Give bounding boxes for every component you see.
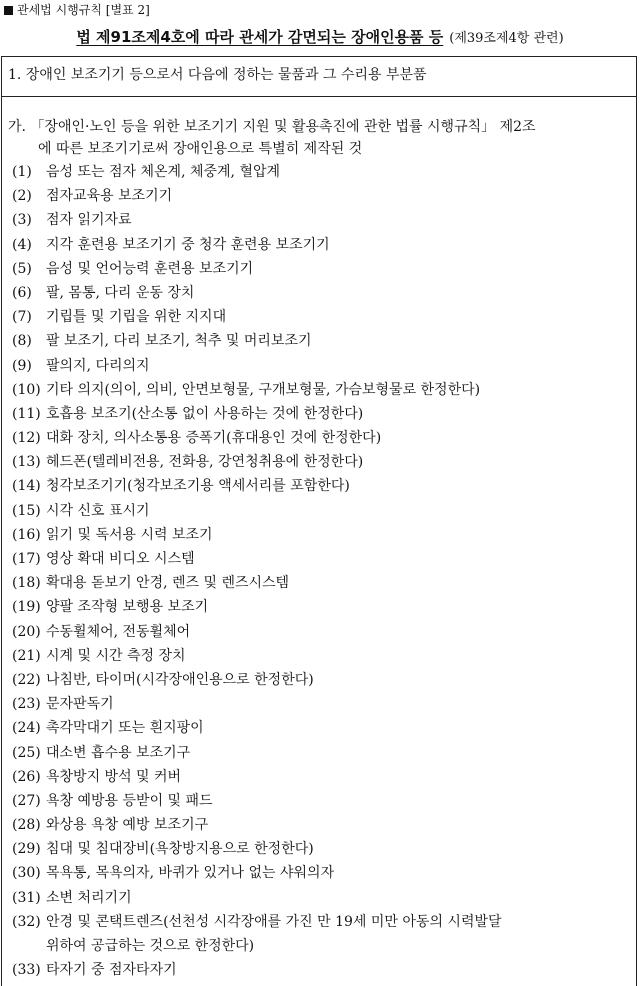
item-number: (14) <box>12 478 41 495</box>
item-text: 지각 훈련용 보조기기 중 청각 훈련용 보조기기 <box>46 236 330 253</box>
list-item <box>12 789 634 813</box>
item-number: (15) <box>12 502 41 519</box>
frame-divider <box>1 96 637 97</box>
item-text: 헤드폰(텔레비전용, 전화용, 강연청취용에 한정한다) <box>46 454 364 471</box>
item-number: (1) <box>12 164 32 180</box>
list-item <box>12 523 634 547</box>
item-number: (24) <box>12 720 41 737</box>
section-ga-line-2: 에 따른 보조기기로써 장애인용으로 특별히 제작된 것 <box>38 141 363 157</box>
item-number: (18) <box>12 575 41 592</box>
item-number: (28) <box>12 817 41 834</box>
list-item <box>12 305 634 329</box>
item-number: (29) <box>12 841 41 858</box>
item-text: 영상 확대 비디오 시스템 <box>46 551 195 567</box>
item-number: (20) <box>12 623 41 640</box>
item-number: (33) <box>12 962 41 979</box>
title-sub: (제39조제4항 관련) <box>449 31 564 46</box>
list-item <box>12 716 634 740</box>
list-item <box>12 281 634 305</box>
list-item <box>12 668 634 692</box>
list-item <box>12 595 634 619</box>
list-item <box>12 474 634 498</box>
item-text: 호흡용 보조기(산소통 없이 사용하는 것에 한정한다) <box>46 405 364 422</box>
list-item <box>12 886 634 910</box>
item-number: (2) <box>12 188 32 205</box>
item-number: (23) <box>12 696 41 713</box>
item-number: (13) <box>12 454 41 471</box>
item-number: (21) <box>12 647 41 664</box>
item-text: 욕창방지 방석 및 커버 <box>46 768 182 785</box>
document-header <box>4 2 150 18</box>
list-item <box>12 813 634 837</box>
item-text: 와상용 욕창 예방 보조기구 <box>46 817 209 834</box>
item-text: 점자 읽기자료 <box>46 212 132 229</box>
list-item <box>12 208 634 232</box>
section-ga <box>8 116 632 160</box>
item-text: 목욕통, 목욕의자, 바퀴가 있거나 없는 샤워의자 <box>46 865 335 882</box>
item-text: 팔, 몸통, 다리 운동 장치 <box>46 284 195 301</box>
item-text: 안경 및 콘택트렌즈(선천성 시각장애를 가진 만 19세 미만 아동의 시력발달 <box>46 913 502 930</box>
list-item <box>12 644 634 668</box>
list-item <box>12 160 634 184</box>
item-number: (11) <box>12 405 41 422</box>
item-text: 기립틀 및 기립을 위한 지지대 <box>46 309 227 326</box>
item-number: (6) <box>12 284 32 301</box>
section-ga-line-1: 가. 「장애인·노인 등을 위한 보조기기 지원 및 활용촉진에 관한 법률 시행규칙」 제2조 <box>8 119 536 135</box>
item-text: 팔 보조기, 다리 보조기, 척추 및 머리보조기 <box>46 333 312 350</box>
item-text: 음성 또는 점자 체온계, 체중계, 혈압계 <box>46 164 281 180</box>
item-number: (7) <box>12 309 32 326</box>
item-number: (25) <box>12 744 41 761</box>
item-text: 음성 및 언어능력 훈련용 보조기기 <box>46 260 254 277</box>
item-number: (12) <box>12 430 41 447</box>
item-text: 수동휠체어, 전동휠체어 <box>46 623 191 640</box>
list-item <box>12 329 634 353</box>
list-item <box>12 620 634 644</box>
item-text: 기타 의지(의이, 의비, 안면보형물, 구개보형물, 가슴보형물로 한정한다) <box>46 381 481 398</box>
item-number: (16) <box>12 526 41 543</box>
item-number: (27) <box>12 792 41 809</box>
document-title <box>0 24 640 50</box>
list-item <box>12 378 634 402</box>
list-item <box>12 233 634 257</box>
section-1-heading: 1. 장애인 보조기기 등으로서 다음에 정하는 물품과 그 수리용 부분품 <box>8 67 427 83</box>
item-text: 대화 장치, 의사소통용 증폭기(휴대용인 것에 한정한다) <box>46 430 382 447</box>
item-number: (17) <box>12 551 41 567</box>
title-main: 법 제91조제4호에 따라 관세가 감면되는 장애인용품 등 <box>76 28 444 46</box>
list-item <box>12 958 634 982</box>
item-text: 촉각막대기 또는 흰지팡이 <box>46 720 204 737</box>
list-item <box>12 837 634 861</box>
item-list <box>12 160 634 982</box>
list-item <box>12 184 634 208</box>
list-item <box>12 450 634 474</box>
list-item <box>12 765 634 789</box>
item-number: (22) <box>12 671 41 688</box>
black-square-icon <box>4 6 13 15</box>
item-number: (19) <box>12 599 41 616</box>
list-item <box>12 257 634 281</box>
item-text: 확대용 돋보기 안경, 렌즈 및 렌즈시스템 <box>46 575 290 592</box>
item-text-continuation: 위하여 공급하는 것으로 한정한다) <box>46 938 255 955</box>
item-text: 욕창 예방용 등받이 및 패드 <box>46 792 213 809</box>
item-number: (3) <box>12 212 32 229</box>
item-text: 팔의지, 다리의지 <box>46 357 150 374</box>
item-text: 시각 신호 표시기 <box>46 502 150 519</box>
list-item <box>12 547 634 571</box>
item-text: 소변 처리기기 <box>46 889 132 906</box>
item-text: 나침반, 타이머(시각장애인용으로 한정한다) <box>46 671 314 688</box>
item-number: (5) <box>12 260 32 277</box>
item-number: (4) <box>12 236 32 253</box>
item-text: 침대 및 침대장비(욕창방지용으로 한정한다) <box>46 841 314 858</box>
item-number: (31) <box>12 889 41 906</box>
item-number: (10) <box>12 381 41 398</box>
list-item <box>12 354 634 378</box>
list-item <box>12 861 634 885</box>
list-item <box>12 692 634 716</box>
item-text: 대소변 흡수용 보조기구 <box>46 744 191 761</box>
item-text: 읽기 및 독서용 시력 보조기 <box>46 526 213 543</box>
list-item <box>12 741 634 765</box>
item-number: (26) <box>12 768 41 785</box>
item-text: 청각보조기기(청각보조기용 액세서리를 포함한다) <box>46 478 350 495</box>
item-text: 문자판독기 <box>46 696 114 713</box>
item-text: 점자교육용 보조기기 <box>46 188 173 205</box>
list-item <box>12 571 634 595</box>
header-label: 관세법 시행규칙 [별표 2] <box>17 3 150 17</box>
item-text: 양팔 조작형 보행용 보조기 <box>46 599 209 616</box>
item-text: 시계 및 시간 측정 장치 <box>46 647 186 664</box>
list-item <box>12 402 634 426</box>
list-item <box>12 910 634 958</box>
list-item <box>12 499 634 523</box>
list-item <box>12 426 634 450</box>
item-text: 타자기 중 점자타자기 <box>46 962 177 979</box>
item-number: (30) <box>12 865 41 882</box>
item-number: (32) <box>12 913 41 930</box>
item-number: (9) <box>12 357 32 374</box>
item-number: (8) <box>12 333 32 350</box>
